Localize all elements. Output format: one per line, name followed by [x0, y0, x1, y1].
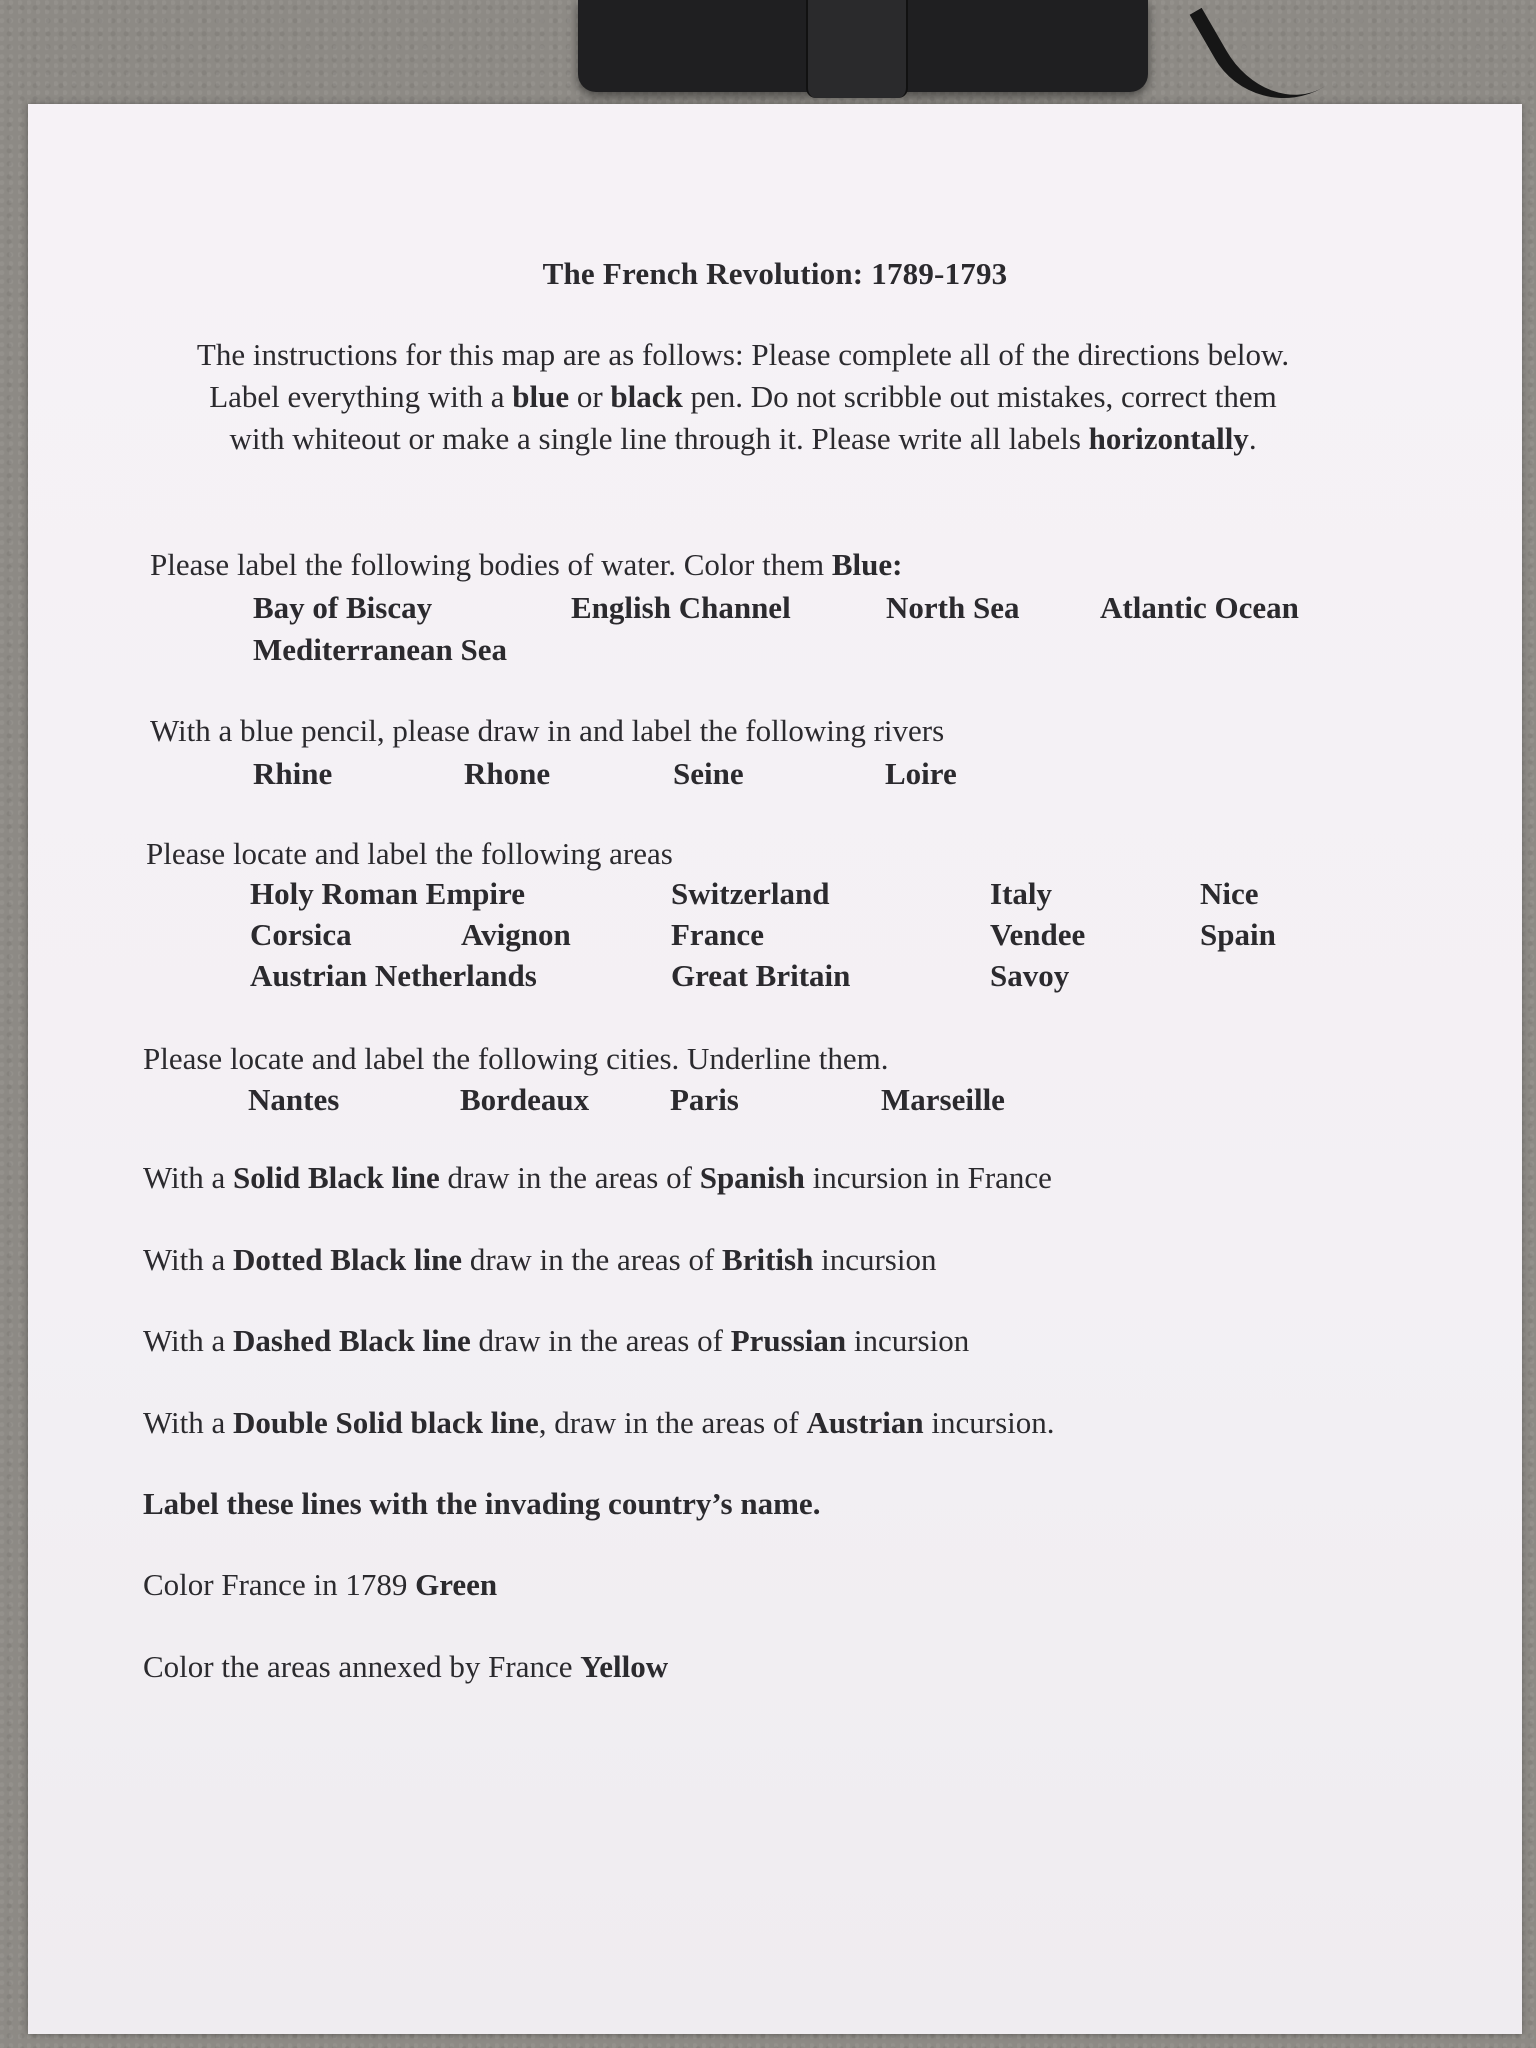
water-item: Atlantic Ocean [1100, 590, 1299, 625]
river-item: Seine [673, 756, 744, 791]
area-item: Italy [990, 876, 1052, 911]
water-item: North Sea [886, 590, 1020, 625]
area-item: Austrian Netherlands [250, 958, 537, 993]
color-instruction: Color France in 1789 Green [143, 1567, 498, 1602]
area-item: Vendee [990, 917, 1086, 952]
horizontally-emphasis: horizontally [1088, 421, 1249, 456]
water-item: Bay of Biscay [253, 590, 433, 625]
cities-prompt: Please locate and label the following cities. Underline them. [143, 1041, 889, 1076]
line-instruction: With a Double Solid black line, draw in the areas of Austrian incursion. [143, 1405, 1055, 1440]
instructions-line-2: Label everything with a blue or black pen. Do not scribble out mistakes, correct them [209, 379, 1277, 414]
area-item: Avignon [461, 917, 571, 952]
instructions-line-3: with whiteout or make a single line through it. Please write all labels horizontally. [229, 421, 1257, 456]
device-clip [806, 0, 908, 98]
area-item: Savoy [990, 958, 1070, 993]
area-item: Holy Roman Empire [250, 876, 525, 911]
area-item: Corsica [250, 917, 352, 952]
worksheet-paper [28, 104, 1522, 2034]
water-item: Mediterranean Sea [253, 632, 507, 667]
color-instruction: Color the areas annexed by France Yellow [143, 1649, 669, 1684]
instructions-line-1: The instructions for this map are as follows: Please complete all of the directions below. [196, 337, 1290, 372]
line-instruction: With a Dashed Black line draw in the areas of Prussian incursion [143, 1323, 970, 1358]
water-item: English Channel [571, 590, 791, 625]
black-device [578, 0, 1148, 92]
rivers-prompt: With a blue pencil, please draw in and label the following rivers [150, 713, 945, 748]
river-item: Loire [885, 756, 957, 791]
blue-emphasis: blue [512, 379, 570, 414]
worksheet-title: The French Revolution: 1789-1793 [542, 256, 1008, 291]
river-item: Rhine [253, 756, 333, 791]
city-item: Paris [670, 1082, 739, 1117]
city-item: Bordeaux [460, 1082, 590, 1117]
city-item: Nantes [248, 1082, 340, 1117]
areas-prompt: Please locate and label the following areas [146, 836, 673, 871]
area-item: Great Britain [671, 958, 851, 993]
area-item: Nice [1200, 876, 1259, 911]
area-item: France [671, 917, 764, 952]
line-instruction: With a Solid Black line draw in the areas of Spanish incursion in France [143, 1160, 1052, 1195]
label-lines-instruction: Label these lines with the invading country’s name. [143, 1486, 821, 1521]
water-prompt: Please label the following bodies of water. Color them Blue: [150, 547, 903, 582]
instructions-paragraph [128, 334, 1358, 460]
area-item: Spain [1200, 917, 1276, 952]
city-item: Marseille [881, 1082, 1005, 1117]
black-emphasis: black [610, 379, 683, 414]
line-instruction: With a Dotted Black line draw in the areas of British incursion [143, 1242, 937, 1277]
river-item: Rhone [464, 756, 551, 791]
area-item: Switzerland [671, 876, 830, 911]
